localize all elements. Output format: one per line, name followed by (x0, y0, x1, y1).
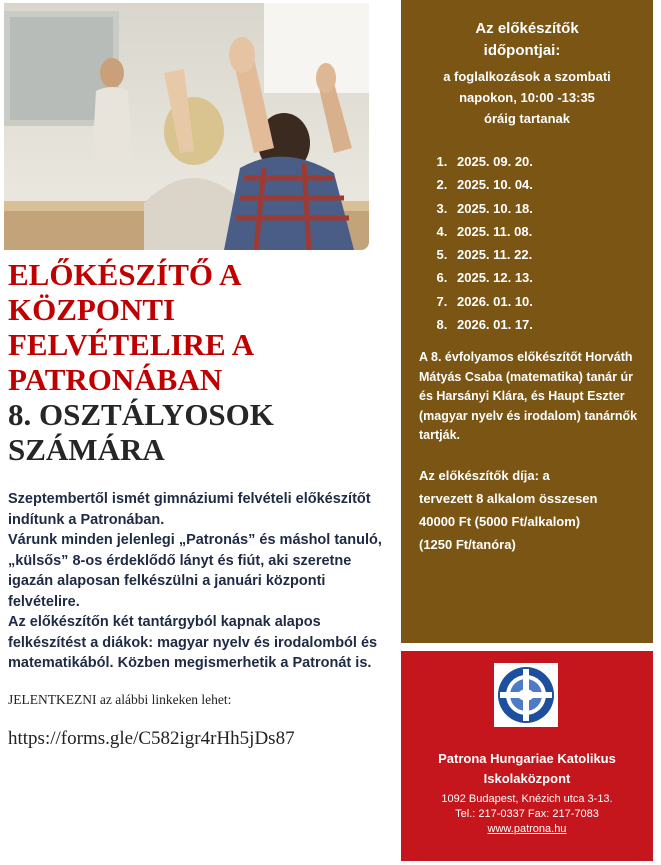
date-item: 1. 2025. 09. 20. (451, 150, 533, 173)
date-item: 8. 2026. 01. 17. (451, 313, 533, 336)
teachers-text: A 8. évfolyamos előkészítőt Horváth Mátyás Csaba (matematika) tanár úr és Harsányi Klára, és Haupt Eszter (magyar nyelv és irodalom) tanárnők tartják. (419, 350, 638, 442)
fee-line: 40000 Ft (5000 Ft/alkalom) (419, 514, 581, 529)
schedule-heading-line: Az előkészítők (475, 20, 579, 37)
school-logo-icon (494, 663, 558, 727)
contact-info (401, 792, 653, 837)
school-name-line: Iskolaközpont (483, 771, 571, 786)
subtitle-line: 8. OSZTÁLYOSOK (8, 397, 274, 432)
date-item: 4. 2025. 11. 08. (451, 220, 533, 243)
intro-text (8, 489, 393, 674)
intro-paragraph: Szeptembertől ismét gimnáziumi felvételi előkészítőt indítunk a Patronában. (8, 491, 371, 528)
date-item: 2. 2025. 10. 04. (451, 173, 533, 196)
intro-paragraph: Várunk minden jelenlegi „Patronás” és máshol tanuló, „külsős” 8-os érdeklődő lányt és fiút, aki szeretne igazán alaposan felkészülni a januári központi felvételire. (8, 532, 382, 610)
schedule-panel (401, 0, 653, 643)
school-name (401, 749, 653, 789)
fee-text (419, 464, 644, 556)
date-item: 5. 2025. 11. 22. (451, 243, 533, 266)
date-item: 3. 2025. 10. 18. (451, 197, 533, 220)
title-line: ELŐKÉSZÍTŐ A (8, 257, 242, 292)
apply-text: JELENTKEZNI az alábbi linkeken lehet: (8, 692, 232, 707)
address-text: 1092 Budapest, Knézich utca 3-13. (441, 793, 613, 805)
school-footer (401, 651, 653, 861)
date-list (421, 150, 533, 336)
school-name-line: Patrona Hungariae Katolikus (438, 751, 616, 766)
date-item: 6. 2025. 12. 13. (451, 266, 533, 289)
schedule-info-line: napokon, 10:00 -13:35 (459, 90, 595, 105)
fee-line: (1250 Ft/tanóra) (419, 537, 516, 552)
title-line: PATRONÁBAN (8, 362, 223, 397)
schedule-heading-line: időpontjai: (483, 42, 561, 59)
phone-text: Tel.: 217-0337 Fax: 217-7083 (455, 808, 599, 820)
main-title (8, 257, 388, 467)
registration-link[interactable]: https://forms.gle/C582igr4rHh5jDs87 (8, 728, 295, 749)
schedule-info-line: óráig tartanak (484, 111, 570, 126)
schedule-heading (401, 18, 653, 62)
classroom-photo (4, 3, 369, 250)
fee-line: tervezett 8 alkalom összesen (419, 491, 598, 506)
subtitle-line: SZÁMÁRA (8, 432, 165, 467)
intro-paragraph: Az előkészítőn két tantárgyból kapnak alapos felkészítést a diákok: magyar nyelv és irodalomból és matematikából. Közben megismerhetik a Patronát is. (8, 614, 378, 671)
date-item: 7. 2026. 01. 10. (451, 290, 533, 313)
title-line: KÖZPONTI (8, 292, 176, 327)
schedule-info-line: a foglalkozások a szombati (443, 69, 611, 84)
schedule-info (401, 66, 653, 129)
fee-line: Az előkészítők díja: a (419, 468, 550, 483)
website-link[interactable]: www.patrona.hu (487, 823, 567, 835)
title-line: FELVÉTELIRE A (8, 327, 255, 362)
